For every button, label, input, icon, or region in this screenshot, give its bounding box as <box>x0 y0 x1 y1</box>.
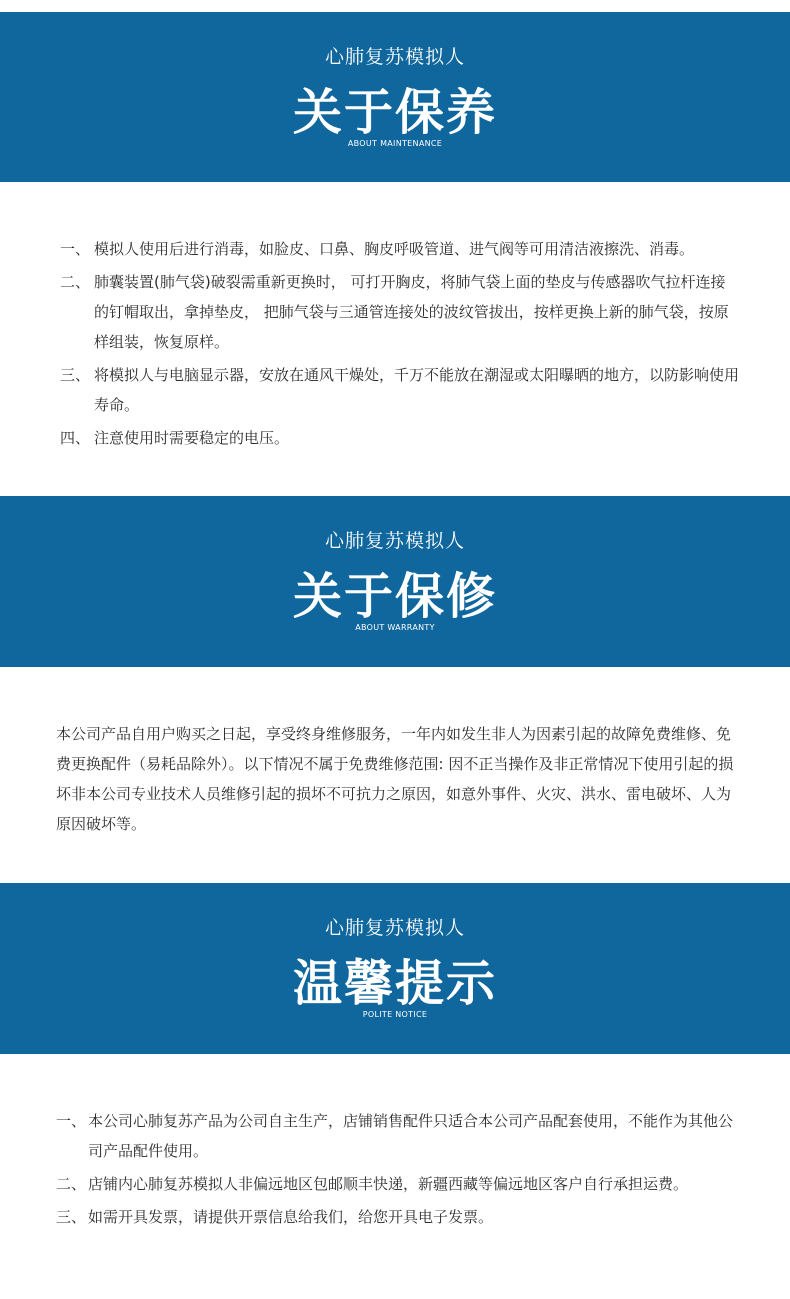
banner-subtitle: 心肺复苏模拟人 <box>324 530 465 552</box>
list-item <box>60 267 740 357</box>
list-item <box>60 234 740 264</box>
banner-title-en: ABOUT MAINTENANCE <box>347 139 443 148</box>
banner-title: 关于保修 <box>292 568 497 625</box>
warranty-banner <box>0 496 790 667</box>
list-item <box>56 1202 736 1232</box>
notice-banner <box>0 883 790 1054</box>
banner-title-en: POLITE NOTICE <box>362 1010 428 1019</box>
maintenance-list <box>60 234 740 453</box>
list-item-number: 四、 <box>60 429 91 447</box>
banner-subtitle: 心肺复苏模拟人 <box>324 46 465 68</box>
list-item-number: 二、 <box>60 273 91 291</box>
banner-subtitle: 心肺复苏模拟人 <box>324 917 465 939</box>
list-item-number: 三、 <box>56 1208 87 1226</box>
list-item-text: 肺囊装置(肺气袋)破裂需重新更换时， 可打开胸皮，将肺气袋上面的垫皮与传感器吹气拉杆连接的钉帽取出，拿掉垫皮， 把肺气袋与三通管连接处的波纹管拔出，按样更换上新的肺气袋，按原样组装，恢复原样。 <box>94 273 729 351</box>
list-item-text: 注意使用时需要稳定的电压。 <box>94 429 290 447</box>
list-item-text: 店铺内心肺复苏模拟人非偏远地区包邮顺丰快递，新疆西藏等偏远地区客户自行承担运费。 <box>88 1175 689 1193</box>
banner-title: 温馨提示 <box>292 955 497 1012</box>
list-item <box>56 1106 736 1166</box>
list-item <box>60 360 740 420</box>
list-item-number: 一、 <box>56 1112 87 1130</box>
list-item <box>56 1169 736 1199</box>
list-item <box>60 423 740 453</box>
list-item-text: 本公司心肺复苏产品为公司自主生产，店铺销售配件只适合本公司产品配套使用，不能作为其他公司产品配件使用。 <box>88 1112 734 1160</box>
banner-title-en: ABOUT WARRANTY <box>355 623 435 632</box>
banner-title: 关于保养 <box>292 84 497 141</box>
list-item-number: 二、 <box>56 1175 87 1193</box>
maintenance-banner <box>0 12 790 182</box>
list-item-text: 模拟人使用后进行消毒，如脸皮、口鼻、胸皮呼吸管道、进气阀等可用清洁液擦洗、消毒。 <box>94 240 695 258</box>
list-item-text: 将模拟人与电脑显示器，安放在通风干燥处，千万不能放在潮湿或太阳曝晒的地方，以防影响使用寿命。 <box>94 366 740 414</box>
list-item-text: 如需开具发票，请提供开票信息给我们，给您开具电子发票。 <box>88 1208 494 1226</box>
warranty-paragraph: 本公司产品自用户购买之日起，享受终身维修服务，一年内如发生非人为因素引起的故障免费维修、免费更换配件（易耗品除外）。以下情况不属于免费维修范围: 因不正当操作及非正常情况下使用引起的损坏非本公司专业技术人员维修引起的损坏不可抗力之原因，如意外事件、火灾、洪水、雷电破坏、人为原因破坏等。 <box>56 725 734 833</box>
notice-list <box>56 1106 736 1232</box>
list-item-number: 三、 <box>60 366 91 384</box>
list-item-number: 一、 <box>60 240 91 258</box>
